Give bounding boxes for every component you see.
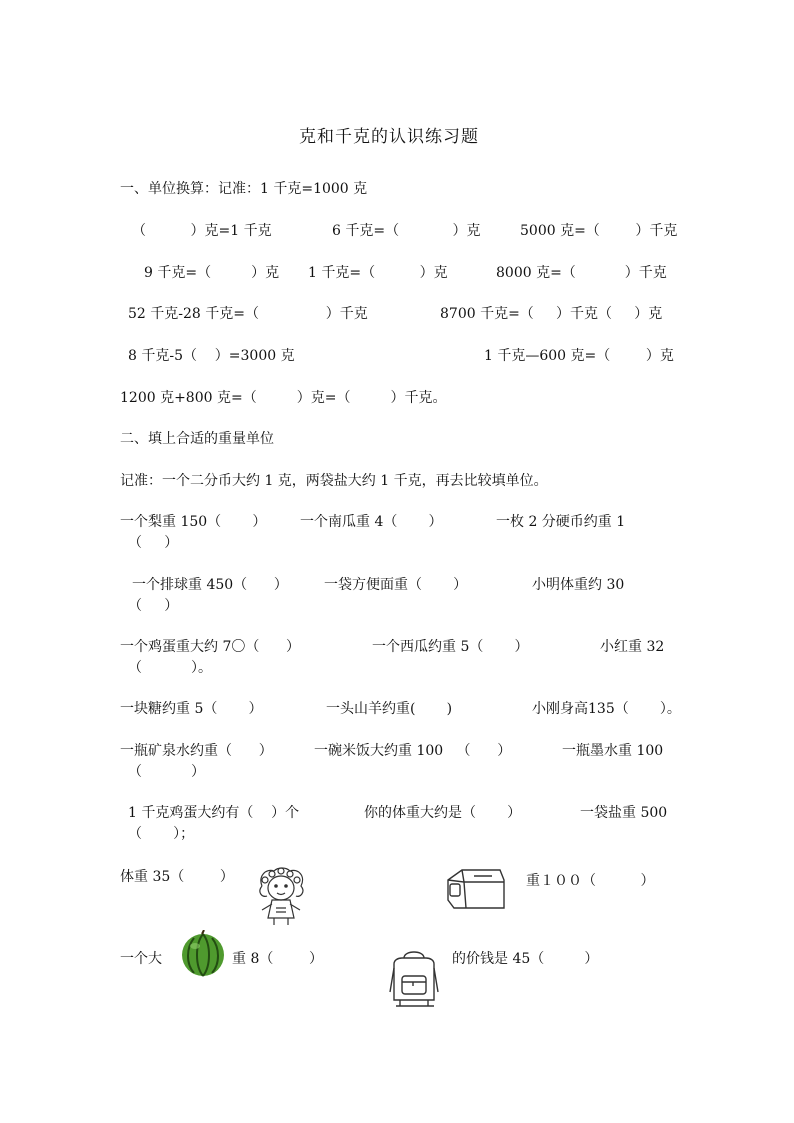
s2-r3-item1: 一个鸡蛋重大约 7〇（ ） <box>120 639 301 655</box>
s2-r6-item1: 1 千克鸡蛋大约有（ ）个 <box>128 805 300 821</box>
s2-r2-item2: 一袋方便面重（ ） <box>324 577 468 593</box>
watermelon-illustration <box>180 930 226 978</box>
s2-r1-item1: 一个梨重 150（ ） <box>120 514 267 530</box>
s2-r8-item1: 一个大 <box>120 951 162 967</box>
s2-r4-item1: 一块糖约重 5（ ） <box>120 701 263 717</box>
s2-r6-item2: 你的体重大约是（ ） <box>364 805 522 821</box>
s2-r6-item3-blank: （ ）； <box>128 826 195 842</box>
section1-heading: 一、单位换算：记准：1 千克=1000 克 <box>120 181 368 197</box>
s1-r3-item2: 8700 千克=（ ）千克（ ）克 <box>440 306 663 322</box>
s2-r2-item1: 一个排球重 450（ ） <box>132 577 288 593</box>
s1-r1-item1: （ ）克=1 千克 <box>132 223 272 239</box>
s1-r1-item3: 5000 克=（ ）千克 <box>520 223 678 239</box>
s2-r5-item2: 一碗米饭大约重 100 （ ） <box>314 743 512 759</box>
s2-r7-item1: 体重 35（ ） <box>120 869 234 885</box>
girl-illustration <box>252 866 310 926</box>
s2-r8-item2: 重 8（ ） <box>232 951 323 967</box>
s2-r4-item2: 一头山羊约重( ) <box>326 701 453 717</box>
s2-r5-item3: 一瓶墨水重 100 <box>562 743 664 759</box>
s1-r5: 1200 克+800 克=（ ）克=（ ）千克。 <box>120 390 447 406</box>
s1-r4-item1: 8 千克-5（ ）=3000 克 <box>128 348 295 364</box>
s2-r3-item3: 小红重 32 <box>600 639 665 655</box>
s2-r5-item3-blank: （ ） <box>128 764 205 780</box>
s2-r1-item2: 一个南瓜重 4（ ） <box>300 514 443 530</box>
s2-r3-item2: 一个西瓜约重 5（ ） <box>372 639 529 655</box>
s2-r7-item2: 重１００（ ） <box>526 873 655 889</box>
s2-r6-item3: 一袋盐重 500 <box>580 805 668 821</box>
s2-r8-item3: 的价钱是 45（ ） <box>452 951 599 967</box>
s1-r4-item2: 1 千克—600 克=（ ）克 <box>484 348 674 364</box>
s1-r2-item3: 8000 克=（ ）千克 <box>496 265 667 281</box>
s1-r3-item1: 52 千克-28 千克=（ ）千克 <box>128 306 368 322</box>
s2-r1-item3-blank: （ ） <box>128 535 179 551</box>
page-title: 克和千克的认识练习题 <box>299 127 479 147</box>
s2-r2-item3-blank: （ ） <box>128 598 179 614</box>
s2-r5-item1: 一瓶矿泉水约重（ ） <box>120 743 273 759</box>
s2-r3-item3-blank: （ ）。 <box>128 660 212 676</box>
schoolbag-illustration <box>444 866 506 916</box>
backpack-illustration <box>386 948 442 1010</box>
s2-r4-item3: 小刚身高135（ ）。 <box>532 701 681 717</box>
section2-heading: 二、填上合适的重量单位 <box>120 431 274 447</box>
s1-r2-item2: 1 千克=（ ）克 <box>308 265 448 281</box>
s1-r1-item2: 6 千克=（ ）克 <box>332 223 481 239</box>
s1-r2-item1: 9 千克=（ ）克 <box>144 265 280 281</box>
section2-note: 记准：一个二分币大约 1 克，两袋盐大约 1 千克，再去比较填单位。 <box>120 473 548 489</box>
s2-r2-item3: 小明体重约 30 <box>532 577 625 593</box>
s2-r1-item3: 一枚 2 分硬币约重 1 <box>496 514 626 530</box>
